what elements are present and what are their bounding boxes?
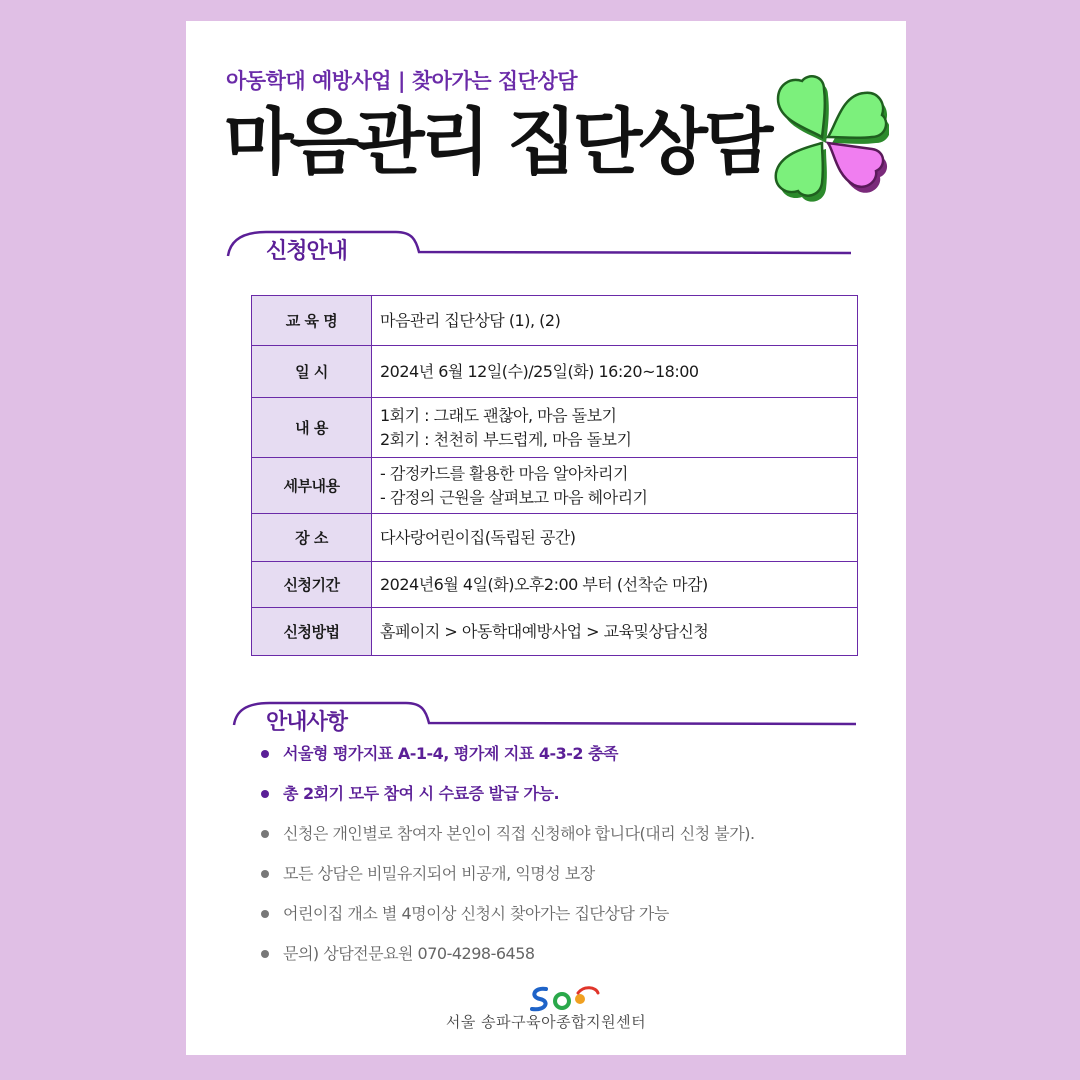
list-item: [258, 774, 755, 814]
table-key: 교 육 명: [252, 296, 372, 346]
notice-section-label: 안내사항: [266, 710, 348, 735]
table-value: [372, 346, 858, 398]
value-line: 2024년 6월 12일(수)/25일(화) 16:20~18:00: [380, 361, 699, 381]
poster-card: [186, 21, 906, 1055]
value-line: 2회기 : 천천히 부드럽게, 마음 돌보기: [380, 429, 632, 449]
bullet-icon: [261, 870, 269, 878]
notice-text: 모든 상담은 비밀유지되어 비공개, 익명성 보장: [283, 864, 595, 883]
notice-text: 신청은 개인별로 참여자 본인이 직접 신청해야 합니다(대리 신청 불가).: [283, 824, 755, 843]
table-key: 신청기간: [252, 562, 372, 608]
table-key: 세부내용: [252, 458, 372, 514]
bullet-icon: [261, 950, 269, 958]
value-line: 다사랑어린이집(독립된 공간): [380, 527, 576, 547]
table-value: [372, 296, 858, 346]
apply-info-table: [251, 295, 858, 656]
value-line: 1회기 : 그래도 괜찮아, 마음 돌보기: [380, 405, 617, 425]
list-item: [258, 734, 755, 774]
notice-text: 문의) 상담전문요원 070-4298-6458: [283, 944, 535, 963]
table-row: [252, 296, 858, 346]
four-leaf-clover-icon: [764, 71, 889, 216]
table-value: [372, 562, 858, 608]
table-row: [252, 562, 858, 608]
table-key: 내 용: [252, 398, 372, 458]
apply-section-header: [226, 230, 856, 270]
organization-name: 서울 송파구육아종합지원센터: [445, 1013, 647, 1031]
poster-title: 마음관리 집단상담: [224, 100, 770, 184]
apply-section-label: 신청안내: [266, 239, 348, 264]
table-value: [372, 458, 858, 514]
list-item: [258, 854, 755, 894]
notice-text: 어린이집 개소 별 4명이상 신청시 찾아가는 집단상담 가능: [283, 904, 669, 923]
value-line: 홈페이지 > 아동학대예방사업 > 교육및상담신청: [380, 621, 709, 641]
list-item: [258, 814, 755, 854]
bullet-icon: [261, 750, 269, 758]
poster-subtitle: 아동학대 예방사업 | 찾아가는 집단상담: [226, 69, 577, 93]
table-value: [372, 514, 858, 562]
value-line: 마음관리 집단상담 (1), (2): [380, 310, 561, 330]
notice-text: 서울형 평가지표 A-1-4, 평가제 지표 4-3-2 충족: [283, 744, 618, 763]
value-line: 2024년6월 4일(화)오후2:00 부터 (선착순 마감): [380, 574, 708, 594]
table-row: [252, 458, 858, 514]
bullet-icon: [261, 830, 269, 838]
value-line: - 감정의 근원을 살펴보고 마음 헤아리기: [380, 487, 648, 507]
table-key: 일 시: [252, 346, 372, 398]
bullet-icon: [261, 790, 269, 798]
value-line: - 감정카드를 활용한 마음 알아차리기: [380, 463, 628, 483]
table-value: [372, 398, 858, 458]
notice-text: 총 2회기 모두 참여 시 수료증 발급 가능.: [283, 784, 560, 803]
list-item: [258, 934, 755, 974]
table-row: [252, 346, 858, 398]
list-item: [258, 894, 755, 934]
table-row: [252, 398, 858, 458]
notice-list: [258, 734, 755, 974]
table-value: [372, 608, 858, 656]
table-row: [252, 514, 858, 562]
bullet-icon: [261, 910, 269, 918]
table-row: [252, 608, 858, 656]
table-key: 신청방법: [252, 608, 372, 656]
table-key: 장 소: [252, 514, 372, 562]
